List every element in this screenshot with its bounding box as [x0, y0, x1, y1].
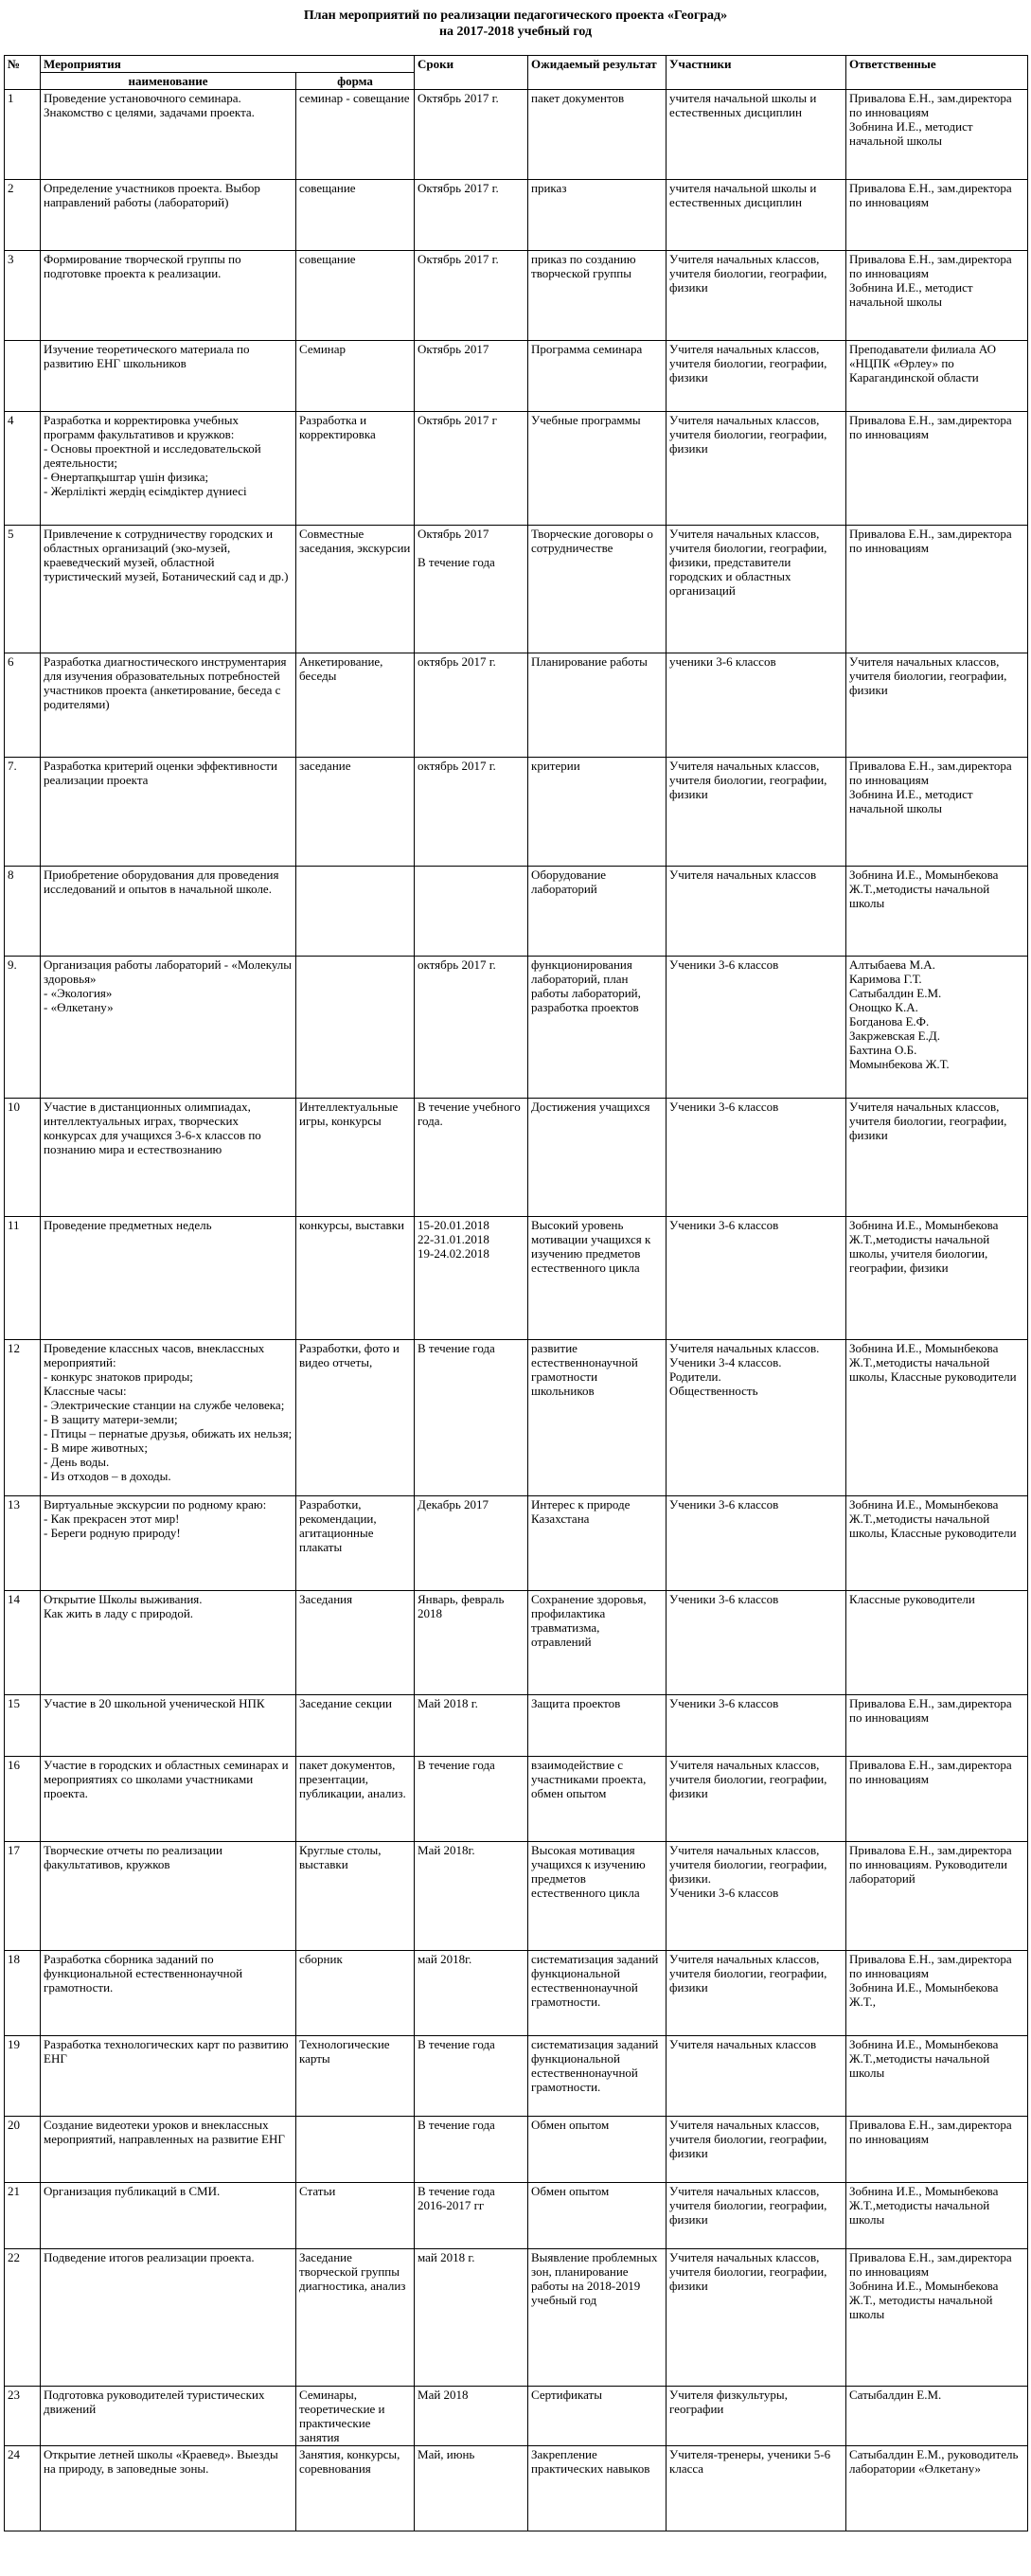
event-term: Октябрь 2017 г	[415, 412, 528, 526]
row-number: 21	[5, 2183, 41, 2249]
event-name: Организация работы лабораторий - «Молекулы здоровья» - «Экология» - «Өлкетану»	[41, 957, 296, 1099]
row-number: 13	[5, 1496, 41, 1591]
event-name: Создание видеотеки уроков и внеклассных мероприятий, направленных на развитие ЕНГ	[41, 2117, 296, 2183]
table-row	[5, 251, 1028, 341]
event-term: октябрь 2017 г.	[415, 653, 528, 758]
expected-result: Высокая мотивация учащихся к изучению предметов естественного цикла	[528, 1842, 667, 1951]
title-line-2: на 2017-2018 учебный год	[438, 25, 593, 39]
event-term: Май 2018г.	[415, 1842, 528, 1951]
row-number: 6	[5, 653, 41, 758]
header-terms: Сроки	[415, 56, 528, 90]
participants: Учителя начальных классов, учителя биологии, географии, физики	[667, 251, 846, 341]
event-form: Заседание секции	[296, 1695, 415, 1757]
event-form	[296, 867, 415, 957]
table-row	[5, 1340, 1028, 1496]
row-number: 19	[5, 2036, 41, 2117]
expected-result: систематизация заданий функциональной естественнонаучной грамотности.	[528, 2036, 667, 2117]
responsible: Привалова Е.Н., зам.директора по инновациям	[846, 2117, 1028, 2183]
participants: учителя начальной школы и естественных дисциплин	[667, 180, 846, 251]
event-name: Организация публикаций в СМИ.	[41, 2183, 296, 2249]
responsible: Привалова Е.Н., зам.директора по инновациям Зобнина И.Е., методист начальной школы	[846, 758, 1028, 867]
header-events: Мероприятия	[41, 56, 415, 73]
expected-result: Учебные программы	[528, 412, 667, 526]
participants: Учителя физкультуры, географии	[667, 2387, 846, 2446]
event-form: Анкетирование, беседы	[296, 653, 415, 758]
expected-result: приказ по созданию творческой группы	[528, 251, 667, 341]
participants: ученики 3-6 классов	[667, 653, 846, 758]
event-form: Заседания	[296, 1591, 415, 1695]
event-form: сборник	[296, 1951, 415, 2036]
event-name: Виртуальные экскурсии по родному краю: - Как прекрасен этот мир! - Береги родную природу!	[41, 1496, 296, 1591]
table-row	[5, 1099, 1028, 1217]
participants: Учителя начальных классов	[667, 2036, 846, 2117]
expected-result: Обмен опытом	[528, 2117, 667, 2183]
expected-result: Интерес к природе Казахстана	[528, 1496, 667, 1591]
event-form: Разработки, фото и видео отчеты,	[296, 1340, 415, 1496]
responsible: Зобнина И.Е., Момынбекова Ж.Т.,методисты начальной школы, Классные руководители	[846, 1340, 1028, 1496]
participants: Учителя начальных классов, учителя биологии, географии, физики	[667, 341, 846, 412]
table-row	[5, 90, 1028, 180]
responsible: Привалова Е.Н., зам.директора по инновациям	[846, 180, 1028, 251]
event-term: В течение года	[415, 2117, 528, 2183]
event-term: май 2018г.	[415, 1951, 528, 2036]
responsible: Сатыбалдин Е.М.	[846, 2387, 1028, 2446]
row-number: 10	[5, 1099, 41, 1217]
participants: Учителя начальных классов, учителя биологии, географии, физики	[667, 1757, 846, 1842]
row-number: 5	[5, 526, 41, 653]
table-row	[5, 1591, 1028, 1695]
event-name: Открытие летней школы «Краевед». Выезды на природу, в заповедные зоны.	[41, 2446, 296, 2531]
event-name: Разработка диагностического инструментария для изучения образовательных потребностей участников проекта (анкетирование, беседа с родителями)	[41, 653, 296, 758]
participants: Учителя начальных классов, учителя биологии, географии, физики, представители городских и областных организаций	[667, 526, 846, 653]
row-number: 18	[5, 1951, 41, 2036]
event-name: Определение участников проекта. Выбор направлений работы (лабораторий)	[41, 180, 296, 251]
event-form: Заседание творческой группы диагностика, анализ	[296, 2249, 415, 2387]
participants: Учителя начальных классов, учителя биологии, географии, физики	[667, 2249, 846, 2387]
responsible: Учителя начальных классов, учителя биологии, географии, физики	[846, 653, 1028, 758]
row-number: 16	[5, 1757, 41, 1842]
expected-result: Защита проектов	[528, 1695, 667, 1757]
event-form: Занятия, конкурсы, соревнования	[296, 2446, 415, 2531]
event-term	[415, 867, 528, 957]
row-number: 15	[5, 1695, 41, 1757]
responsible: Привалова Е.Н., зам.директора по инновациям Зобнина И.Е., методист начальной школы	[846, 251, 1028, 341]
event-term: май 2018 г.	[415, 2249, 528, 2387]
table-row	[5, 2117, 1028, 2183]
expected-result: Закрепление практических навыков	[528, 2446, 667, 2531]
event-term: В течение года 2016-2017 гг	[415, 2183, 528, 2249]
event-name: Разработка и корректировка учебных программ факультативов и кружков: - Основы проектной и исследовательской деятельности; - Өнертапқыштар үшін физика; - Жерлілікті жердің есімдіктер дүниесі	[41, 412, 296, 526]
participants: Учителя начальных классов, учителя биологии, географии, физики	[667, 2117, 846, 2183]
table-row	[5, 2446, 1028, 2531]
event-name: Привлечение к сотрудничеству городских и областных организаций (эко-музей, краеведческий музей, областной туристический музей, Ботанический сад и др.)	[41, 526, 296, 653]
participants: Учителя начальных классов, учителя биологии, географии, физики	[667, 1951, 846, 2036]
expected-result: критерии	[528, 758, 667, 867]
events-table	[4, 55, 1028, 2531]
event-term: 15-20.01.2018 22-31.01.2018 19-24.02.2018	[415, 1217, 528, 1340]
participants: Учителя начальных классов, учителя биологии, географии, физики	[667, 758, 846, 867]
participants: учителя начальной школы и естественных дисциплин	[667, 90, 846, 180]
responsible: Преподаватели филиала АО «НЦПК «Өрлеу» по Карагандинской области	[846, 341, 1028, 412]
event-term: Октябрь 2017 г.	[415, 251, 528, 341]
participants: Учителя начальных классов, учителя биологии, географии, физики	[667, 2183, 846, 2249]
event-form: совещание	[296, 251, 415, 341]
row-number	[5, 341, 41, 412]
expected-result: Достижения учащихся	[528, 1099, 667, 1217]
expected-result: Программа семинара	[528, 341, 667, 412]
event-name: Разработка критерий оценки эффективности реализации проекта	[41, 758, 296, 867]
table-row	[5, 1695, 1028, 1757]
expected-result: развитие естественнонаучной грамотности школьников	[528, 1340, 667, 1496]
responsible: Привалова Е.Н., зам.директора по инновациям	[846, 526, 1028, 653]
table-row	[5, 1842, 1028, 1951]
responsible: Привалова Е.Н., зам.директора по инновациям	[846, 1757, 1028, 1842]
event-form: Статьи	[296, 2183, 415, 2249]
event-form: Совместные заседания, экскурсии	[296, 526, 415, 653]
participants: Ученики 3-6 классов	[667, 1496, 846, 1591]
event-form: Семинары, теоретические и практические занятия	[296, 2387, 415, 2446]
expected-result: пакет документов	[528, 90, 667, 180]
event-term: октябрь 2017 г.	[415, 957, 528, 1099]
event-name: Изучение теоретического материала по развитию ЕНГ школьников	[41, 341, 296, 412]
event-form	[296, 2117, 415, 2183]
expected-result: Планирование работы	[528, 653, 667, 758]
header-participants: Участники	[667, 56, 846, 90]
title-line-1: План мероприятий по реализации педагогического проекта «Геоград»	[303, 9, 728, 23]
table-row	[5, 1951, 1028, 2036]
event-name: Участие в дистанционных олимпиадах, интеллектуальных играх, творческих конкурсах для учащихся 3-6-х классов по познанию мира и естествознанию	[41, 1099, 296, 1217]
row-number: 8	[5, 867, 41, 957]
row-number: 23	[5, 2387, 41, 2446]
event-term: Май, июнь	[415, 2446, 528, 2531]
participants: Учителя начальных классов, учителя биологии, географии, физики	[667, 412, 846, 526]
table-row	[5, 526, 1028, 653]
table-row	[5, 1757, 1028, 1842]
event-form: конкурсы, выставки	[296, 1217, 415, 1340]
header-num: №	[5, 56, 41, 90]
responsible: Привалова Е.Н., зам.директора по инновациям Зобнина И.Е., Момынбекова Ж.Т., методисты начальной школы	[846, 2249, 1028, 2387]
participants: Учителя начальных классов. Ученики 3-4 классов. Родители. Общественность	[667, 1340, 846, 1496]
participants: Учителя-тренеры, ученики 5-6 класса	[667, 2446, 846, 2531]
event-form: Разработка и корректировка	[296, 412, 415, 526]
participants: Ученики 3-6 классов	[667, 1217, 846, 1340]
event-name: Подготовка руководителей туристических движений	[41, 2387, 296, 2446]
header-responsible: Ответственные	[846, 56, 1028, 90]
table-row	[5, 412, 1028, 526]
event-term: Май 2018	[415, 2387, 528, 2446]
table-row	[5, 2183, 1028, 2249]
row-number: 2	[5, 180, 41, 251]
event-name: Проведение установочного семинара. Знакомство с целями, задачами проекта.	[41, 90, 296, 180]
row-number: 24	[5, 2446, 41, 2531]
participants: Ученики 3-6 классов	[667, 1695, 846, 1757]
responsible: Классные руководители	[846, 1591, 1028, 1695]
table-row	[5, 341, 1028, 412]
participants: Учителя начальных классов, учителя биологии, географии, физики. Ученики 3-6 классов	[667, 1842, 846, 1951]
responsible: Зобнина И.Е., Момынбекова Ж.Т.,методисты начальной школы, Классные руководители	[846, 1496, 1028, 1591]
responsible: Зобнина И.Е., Момынбекова Ж.Т.,методисты начальной школы, учителя биологии, географии, физики	[846, 1217, 1028, 1340]
event-term: Октябрь 2017 г.	[415, 180, 528, 251]
row-number: 14	[5, 1591, 41, 1695]
event-form: семинар - совещание	[296, 90, 415, 180]
event-name: Подведение итогов реализации проекта.	[41, 2249, 296, 2387]
event-name: Разработка сборника заданий по функциональной естественнонаучной грамотности.	[41, 1951, 296, 2036]
event-name: Разработка технологических карт по развитию ЕНГ	[41, 2036, 296, 2117]
responsible: Привалова Е.Н., зам.директора по инновациям. Руководители лабораторий	[846, 1842, 1028, 1951]
expected-result: Сертификаты	[528, 2387, 667, 2446]
event-form	[296, 957, 415, 1099]
expected-result: Выявление проблемных зон, планирование работы на 2018-2019 учебный год	[528, 2249, 667, 2387]
row-number: 1	[5, 90, 41, 180]
event-term: Октябрь 2017 г.	[415, 90, 528, 180]
event-term: Май 2018 г.	[415, 1695, 528, 1757]
table-row	[5, 957, 1028, 1099]
event-term: В течение учебного года.	[415, 1099, 528, 1217]
expected-result: Творческие договоры о сотрудничестве	[528, 526, 667, 653]
table-row	[5, 2036, 1028, 2117]
event-form: совещание	[296, 180, 415, 251]
event-term: В течение года	[415, 2036, 528, 2117]
table-row	[5, 1217, 1028, 1340]
header-name: наименование	[41, 73, 296, 90]
responsible: Привалова Е.Н., зам.директора по инновациям Зобнина И.Е., Момынбекова Ж.Т.,	[846, 1951, 1028, 2036]
expected-result: Высокий уровень мотивации учащихся к изучению предметов естественного цикла	[528, 1217, 667, 1340]
table-row	[5, 2387, 1028, 2446]
event-name: Проведение предметных недель	[41, 1217, 296, 1340]
responsible: Сатыбалдин Е.М., руководитель лаборатории «Өлкетану»	[846, 2446, 1028, 2531]
event-name: Творческие отчеты по реализации факультативов, кружков	[41, 1842, 296, 1951]
event-form: Интеллектуальные игры, конкурсы	[296, 1099, 415, 1217]
responsible: Зобнина И.Е., Момынбекова Ж.Т.,методисты начальной школы	[846, 2036, 1028, 2117]
expected-result: приказ	[528, 180, 667, 251]
event-term: В течение года	[415, 1757, 528, 1842]
row-number: 20	[5, 2117, 41, 2183]
expected-result: Сохранение здоровья, профилактика травматизма, отравлений	[528, 1591, 667, 1695]
header-form: форма	[296, 73, 415, 90]
table-row	[5, 653, 1028, 758]
responsible: Алтыбаева М.А. Каримова Г.Т. Сатыбалдин Е.М. Онощко К.А. Богданова Е.Ф. Закржевская Е.Д. Бахтина О.Б. Момынбекова Ж.Т.	[846, 957, 1028, 1099]
event-name: Участие в городских и областных семинарах и мероприятиях со школами участниками проекта.	[41, 1757, 296, 1842]
table-row	[5, 180, 1028, 251]
event-form: Технологические карты	[296, 2036, 415, 2117]
responsible: Привалова Е.Н., зам.директора по инновациям	[846, 1695, 1028, 1757]
event-name: Проведение классных часов, внеклассных мероприятий: - конкурс знатоков природы; Классные часы: - Электрические станции на службе человека; - В защиту матери-земли; - Птицы – пернатые друзья, обижать их нельзя; - В мире животных; - День воды. - Из отходов – в доходы.	[41, 1340, 296, 1496]
table-row	[5, 1496, 1028, 1591]
row-number: 17	[5, 1842, 41, 1951]
row-number: 22	[5, 2249, 41, 2387]
event-name: Открытие Школы выживания. Как жить в ладу с природой.	[41, 1591, 296, 1695]
row-number: 7.	[5, 758, 41, 867]
expected-result: функционирования лабораторий, план работы лабораторий, разработка проектов	[528, 957, 667, 1099]
participants: Учителя начальных классов	[667, 867, 846, 957]
responsible: Зобнина И.Е., Момынбекова Ж.Т.,методисты начальной школы	[846, 2183, 1028, 2249]
participants: Ученики 3-6 классов	[667, 1099, 846, 1217]
row-number: 12	[5, 1340, 41, 1496]
participants: Ученики 3-6 классов	[667, 1591, 846, 1695]
event-form: заседание	[296, 758, 415, 867]
responsible: Учителя начальных классов, учителя биологии, географии, физики	[846, 1099, 1028, 1217]
event-name: Формирование творческой группы по подготовке проекта к реализации.	[41, 251, 296, 341]
expected-result: Оборудование лабораторий	[528, 867, 667, 957]
event-term: Январь, февраль 2018	[415, 1591, 528, 1695]
event-term: Декабрь 2017	[415, 1496, 528, 1591]
table-row	[5, 758, 1028, 867]
row-number: 9.	[5, 957, 41, 1099]
table-row	[5, 2249, 1028, 2387]
event-term: Октябрь 2017	[415, 341, 528, 412]
participants: Ученики 3-6 классов	[667, 957, 846, 1099]
row-number: 11	[5, 1217, 41, 1340]
responsible: Привалова Е.Н., зам.директора по инновациям	[846, 412, 1028, 526]
event-name: Приобретение оборудования для проведения исследований и опытов в начальной школе.	[41, 867, 296, 957]
expected-result: систематизация заданий функциональной естественнонаучной грамотности.	[528, 1951, 667, 2036]
event-term: октябрь 2017 г.	[415, 758, 528, 867]
event-form: Семинар	[296, 341, 415, 412]
event-term: Октябрь 2017 В течение года	[415, 526, 528, 653]
header-result: Ожидаемый результат	[528, 56, 667, 90]
expected-result: Обмен опытом	[528, 2183, 667, 2249]
row-number: 4	[5, 412, 41, 526]
event-name: Участие в 20 школьной ученической НПК	[41, 1695, 296, 1757]
responsible: Привалова Е.Н., зам.директора по инновациям Зобнина И.Е., методист начальной школы	[846, 90, 1028, 180]
event-form: Круглые столы, выставки	[296, 1842, 415, 1951]
document-title	[0, 0, 1031, 40]
responsible: Зобнина И.Е., Момынбекова Ж.Т.,методисты начальной школы	[846, 867, 1028, 957]
event-form: Разработки, рекомендации, агитационные плакаты	[296, 1496, 415, 1591]
event-form: пакет документов, презентации, публикации, анализ.	[296, 1757, 415, 1842]
header-row	[5, 56, 1028, 73]
event-term: В течение года	[415, 1340, 528, 1496]
expected-result: взаимодействие с участниками проекта, обмен опытом	[528, 1757, 667, 1842]
row-number: 3	[5, 251, 41, 341]
table-row	[5, 867, 1028, 957]
